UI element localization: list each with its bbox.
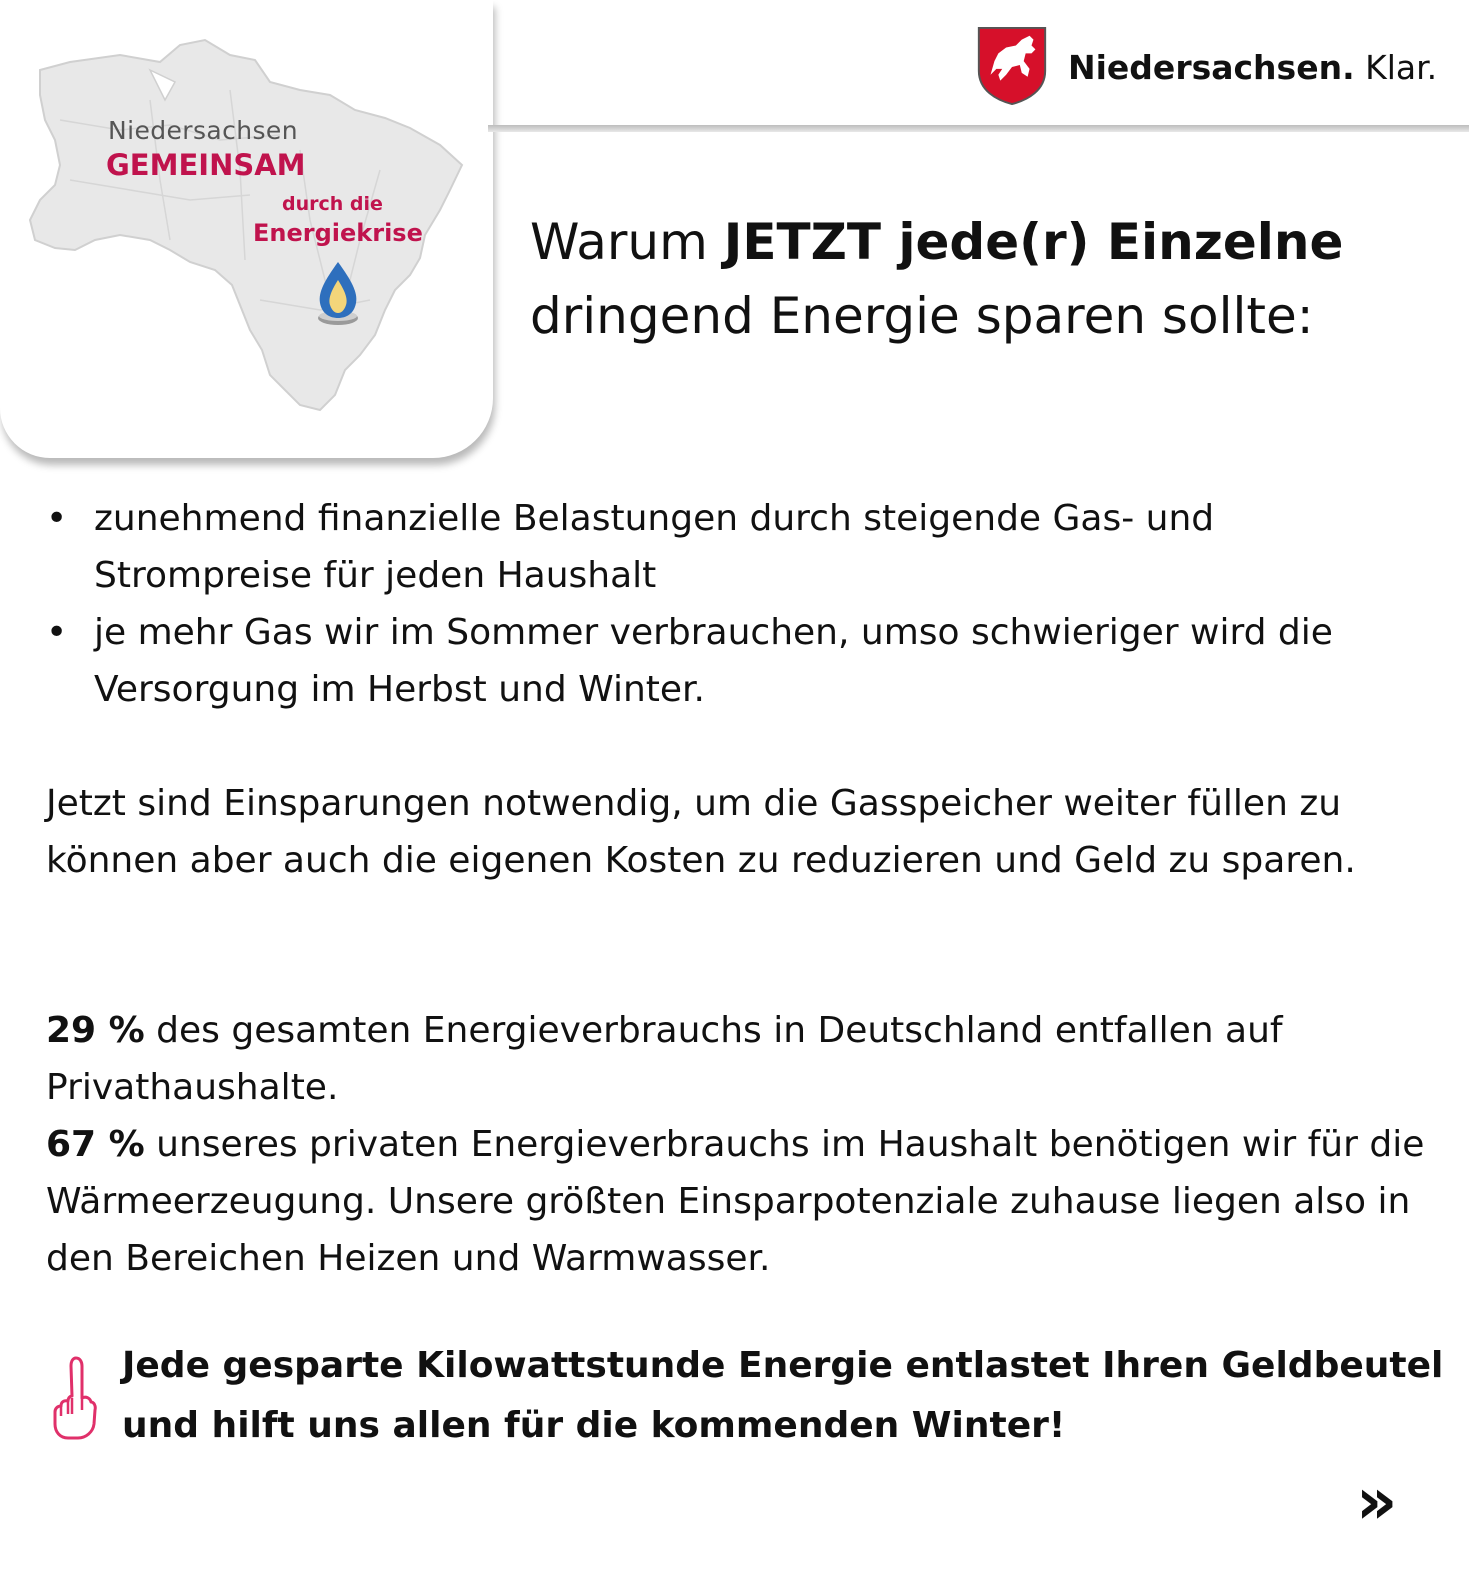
pointing-hand-icon: [50, 1354, 98, 1442]
stat2-text: unseres privaten Energieverbrauchs im Haushalt benötigen wir für die Wärmeerzeugung. Unsere größten Einsparpotenziale zuhause liegen also in den Bereichen Heizen und Warmwasser.: [46, 1124, 1425, 1279]
title-line2: dringend Energie sparen sollte:: [530, 287, 1314, 345]
paragraph-savings: Jetzt sind Einsparungen notwendig, um die Gasspeicher weiter füllen zu können aber auch die eigenen Kosten zu reduzieren und Geld zu sparen.: [46, 783, 1356, 881]
next-page-button[interactable]: »: [1356, 1465, 1398, 1539]
brand-name-light: Klar.: [1365, 48, 1438, 87]
logo-line-energiekrise: Energiekrise: [253, 219, 423, 247]
logo-line-durch-die: durch die: [282, 193, 383, 215]
title-prefix: Warum: [530, 213, 724, 271]
page-title: [530, 205, 1430, 353]
brand-name: [1068, 48, 1437, 87]
callout-text: Jede gesparte Kilowattstunde Energie entlastet Ihren Geldbeutel und hilft uns allen für die kommenden Winter!: [122, 1345, 1444, 1446]
header-divider: [488, 125, 1469, 132]
list-item: • je mehr Gas wir im Sommer verbrauchen, umso schwieriger wird die Versorgung im Herbst und Winter.: [46, 604, 1436, 718]
brand-name-bold: Niedersachsen.: [1068, 48, 1355, 87]
campaign-logo: [0, 0, 493, 458]
paragraph-stats: [46, 1002, 1436, 1287]
niedersachsen-crest-icon: [976, 26, 1048, 106]
logo-line-gemeinsam: GEMEINSAM: [106, 148, 306, 182]
title-bold: JETZT jede(r) Einzelne: [723, 213, 1344, 271]
logo-line-niedersachsen: Niedersachsen: [108, 116, 298, 145]
stat2-value: 67 %: [46, 1124, 145, 1165]
stat1-text: des gesamten Energieverbrauchs in Deutschland entfallen auf Privathaushalte.: [46, 1010, 1283, 1108]
reason-list: [46, 490, 1436, 718]
list-item: • zunehmend finanzielle Belastungen durch steigende Gas- und Strompreise für jeden Haushalt: [46, 490, 1436, 604]
stat1-value: 29 %: [46, 1010, 145, 1051]
